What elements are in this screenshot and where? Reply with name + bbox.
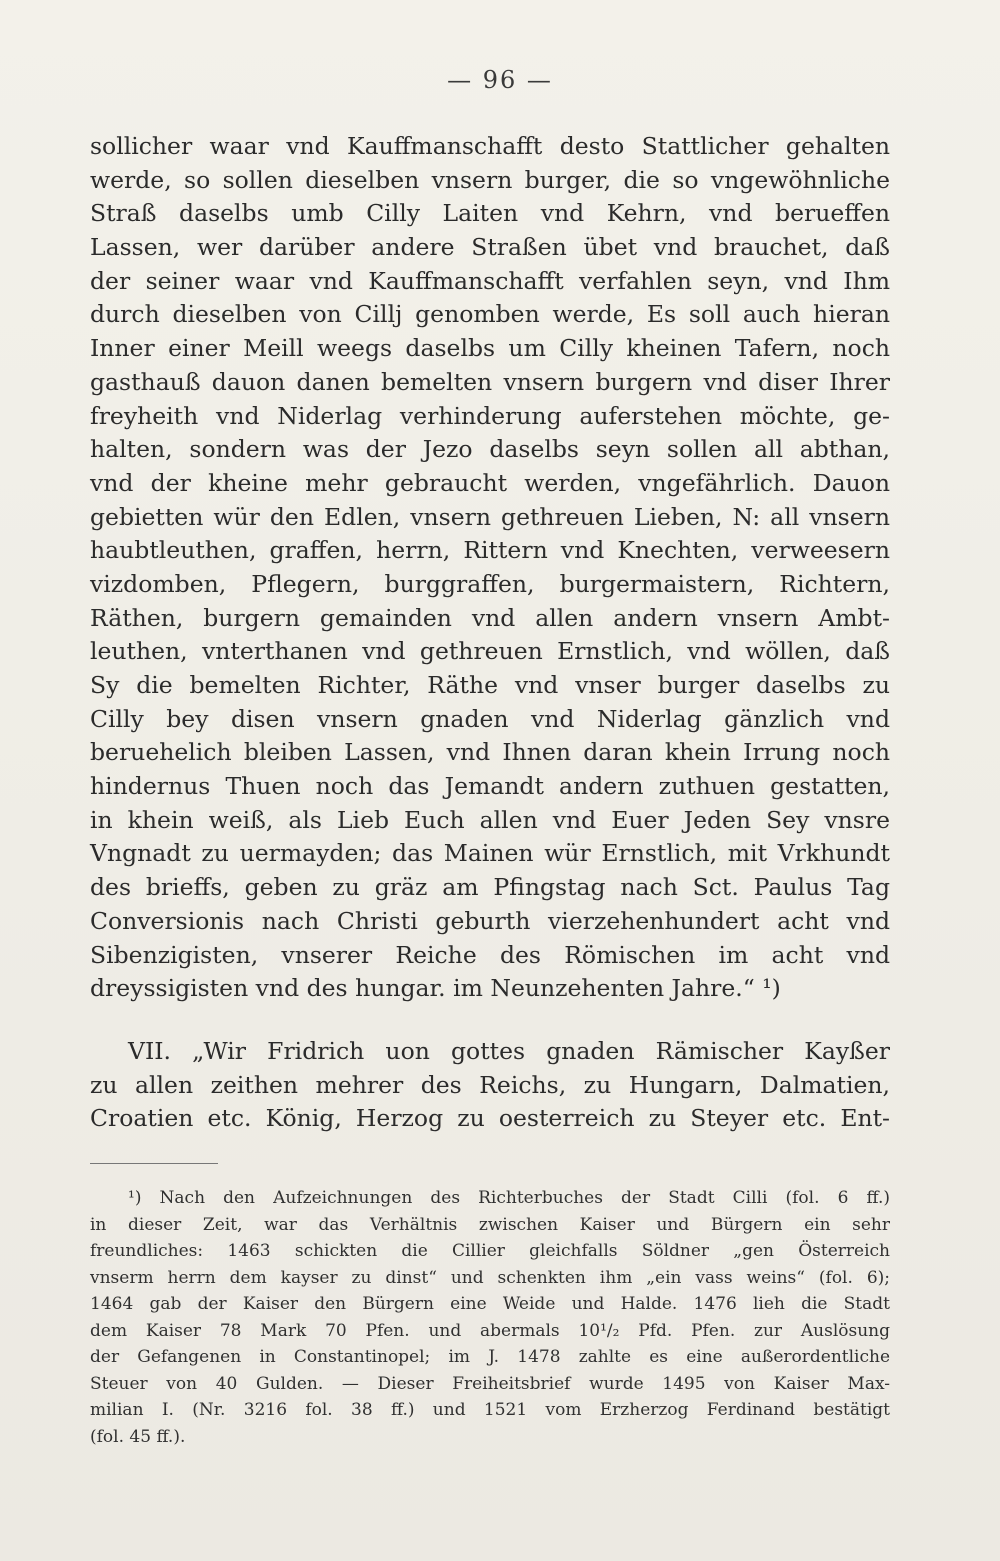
text-line: in khein weiß, als Lieb Euch allen vnd Euer Jeden Sey vnsre <box>90 805 890 834</box>
text-line: Cilly bey disen vnsern gnaden vnd Niderlag gänzlich vnd <box>90 704 890 733</box>
main-text-block <box>90 130 890 1006</box>
text-line: Vngnadt zu uermayden; das Mainen wür Ernstlich, mit Vrkhundt <box>90 839 890 868</box>
text-line: hindernus Thuen noch das Jemandt andern zuthuen gestatten, <box>90 772 890 801</box>
text-line: der seiner waar vnd Kauffmanschafft verfahlen seyn, vnd Ihm <box>90 266 890 295</box>
section-vii <box>90 1035 890 1136</box>
section-heading-line: VII. „Wir Fridrich uon gottes gnaden Rämischer Kayßer <box>128 1037 890 1065</box>
text-line: sollicher waar vnd Kauffmanschafft desto Stattlicher gehalten <box>90 132 890 160</box>
footnote-line: Steuer von 40 Gulden. — Dieser Freiheitsbrief wurde 1495 von Kaiser Max- <box>90 1373 890 1394</box>
text-line: Inner einer Meill weegs daselbs um Cilly kheinen Tafern, noch <box>90 334 890 363</box>
text-line: beruehelich bleiben Lassen, vnd Ihnen daran khein Irrung noch <box>90 738 890 767</box>
text-line: freyheith vnd Niderlag verhinderung auferstehen möchte, ge- <box>90 401 890 430</box>
text-line: halten, sondern was der Jezo daselbs seyn sollen all abthan, <box>90 435 890 464</box>
footnote-divider <box>90 1163 218 1164</box>
text-line: vnd der kheine mehr gebraucht werden, vngefährlich. Dauon <box>90 468 890 497</box>
text-line: werde, so sollen dieselben vnsern burger, die so vngewöhnliche <box>90 165 890 194</box>
footnote-line: freundliches: 1463 schickten die Cillier gleichfalls Söldner „gen Österreich <box>90 1241 890 1261</box>
text-line: vizdomben, Pflegern, burggraffen, burgermaistern, Richtern, <box>90 569 890 598</box>
footnote-line: ¹) Nach den Aufzeichnungen des Richterbuches der Stadt Cilli (fol. 6 ff.) <box>128 1188 890 1208</box>
text-line: Lassen, wer darüber andere Straßen übet vnd brauchet, daß <box>90 233 890 262</box>
text-line: des brieffs, geben zu gräz am Pfingstag nach Sct. Paulus Tag <box>90 873 890 902</box>
section-text-line: zu allen zeithen mehrer des Reichs, zu Hungarn, Dalmatien, <box>90 1070 890 1099</box>
footnote-line: (fol. 45 ff.). <box>90 1426 186 1447</box>
page-number: — 96 — <box>447 66 553 94</box>
text-line: Sy die bemelten Richter, Räthe vnd vnser burger daselbs zu <box>90 671 890 699</box>
text-line: durch dieselben von Cillj genomben werde, Es soll auch hieran <box>90 300 890 329</box>
text-line: Conversionis nach Christi geburth vierzehenhundert acht vnd <box>90 906 890 935</box>
text-line: dreyssigisten vnd des hungar. im Neunzehenten Jahre.“ ¹) <box>90 974 781 1003</box>
footnote-line: der Gefangenen in Constantinopel; im J. 1478 zahlte es eine außerordentliche <box>90 1347 890 1367</box>
footnote-line: milian I. (Nr. 3216 fol. 38 ff.) und 1521 vom Erzherzog Ferdinand bestätigt <box>90 1400 890 1420</box>
section-text-line: Croatien etc. König, Herzog zu oesterreich zu Steyer etc. Ent- <box>90 1104 890 1133</box>
footnote-line: dem Kaiser 78 Mark 70 Pfen. und abermals 10¹/₂ Pfd. Pfen. zur Auslösung <box>90 1320 890 1341</box>
footnote-line: in dieser Zeit, war das Verhältnis zwischen Kaiser und Bürgern ein sehr <box>90 1214 890 1235</box>
footnote-block <box>90 1185 890 1450</box>
text-line: Straß daselbs umb Cilly Laiten vnd Kehrn, vnd berueffen <box>90 199 890 228</box>
text-line: gasthauß dauon danen bemelten vnsern burgern vnd diser Ihrer <box>90 367 890 396</box>
footnote-line: vnserm herrn dem kayser zu dinst“ und schenkten ihm „ein vass weins“ (fol. 6); <box>90 1267 890 1288</box>
text-line: gebietten wür den Edlen, vnsern gethreuen Lieben, N: all vnsern <box>90 502 890 531</box>
text-line: Räthen, burgern gemainden vnd allen andern vnsern Ambt- <box>90 603 890 632</box>
text-line: Sibenzigisten, vnserer Reiche des Römischen im acht vnd <box>90 940 890 969</box>
text-line: leuthen, vnterthanen vnd gethreuen Ernstlich, vnd wöllen, daß <box>90 637 890 666</box>
text-line: haubtleuthen, graffen, herrn, Rittern vnd Knechten, verweesern <box>90 536 890 565</box>
footnote-line: 1464 gab der Kaiser den Bürgern eine Weide und Halde. 1476 lieh die Stadt <box>90 1294 890 1314</box>
